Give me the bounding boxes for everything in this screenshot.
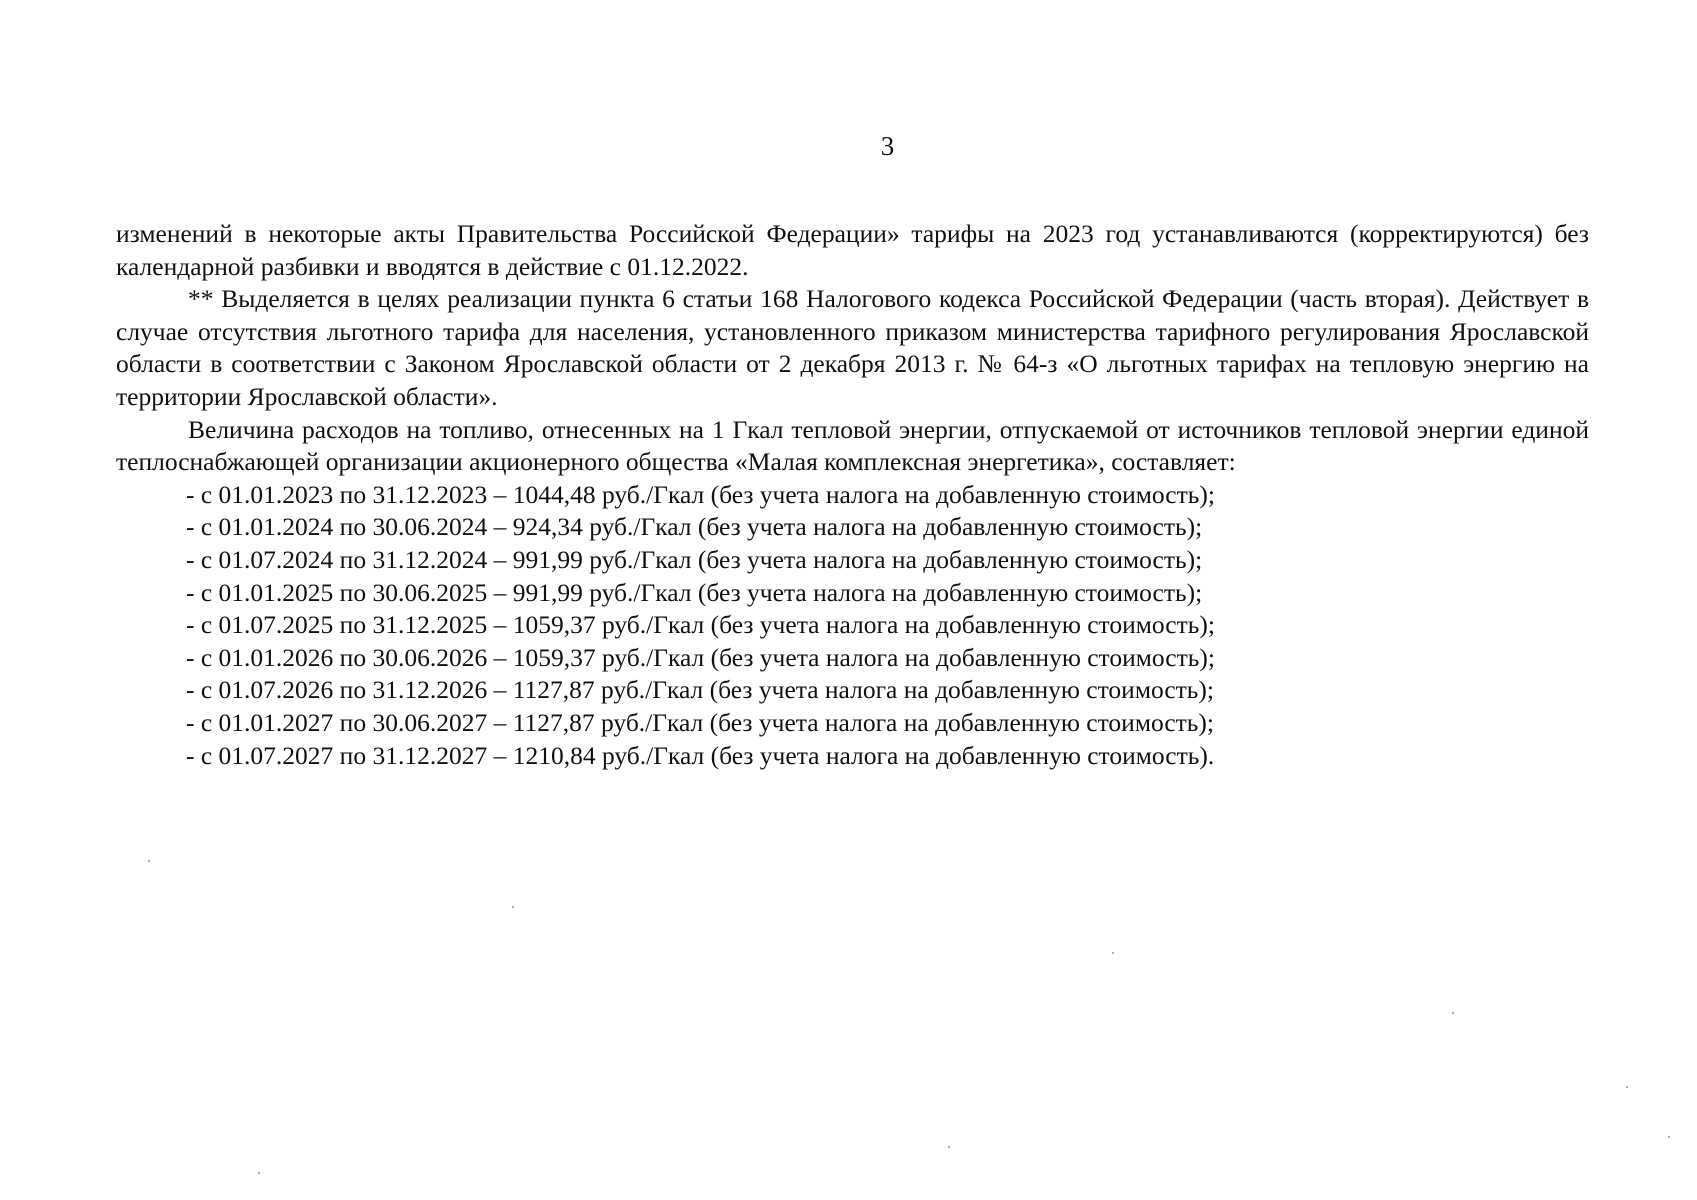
scan-speck [1626, 1086, 1628, 1088]
scan-speck [1112, 952, 1114, 954]
rate-item: - с 01.01.2027 по 30.06.2027 – 1127,87 руб./Гкал (без учета налога на добавленную стоимость); [186, 707, 1215, 737]
scan-speck [1452, 1012, 1454, 1014]
rate-item: - с 01.07.2026 по 31.12.2026 – 1127,87 руб./Гкал (без учета налога на добавленную стоимость); [186, 675, 1215, 705]
rate-item: - с 01.07.2025 по 31.12.2025 – 1059,37 руб./Гкал (без учета налога на добавленную стоимость); [186, 610, 1215, 640]
document-body [116, 218, 1589, 772]
scan-speck [948, 1146, 950, 1148]
rates-list [116, 479, 1589, 772]
scan-speck [148, 860, 150, 862]
rate-item: - с 01.07.2027 по 31.12.2027 – 1210,84 руб./Гкал (без учета налога на добавленную стоимость). [186, 740, 1215, 770]
paragraph-footnote: ** Выделяется в целях реализации пункта 6 статьи 168 Налогового кодекса Российской Федерации (часть вторая). Действует в случае отсутствия льготного тарифа для населения, установленного приказом министерства тарифного регулирования Ярославской области в соответствии с Законом Ярославской области от 2 декабря 2013 г. № 64-з «О льготных тарифах на тепловую энергию на территории Ярославской области». [116, 284, 1589, 411]
rate-item: - с 01.01.2023 по 31.12.2023 – 1044,48 руб./Гкал (без учета налога на добавленную стоимость); [186, 479, 1215, 509]
page-number: 3 [880, 131, 895, 161]
rate-item: - с 01.01.2026 по 30.06.2026 – 1059,37 руб./Гкал (без учета налога на добавленную стоимость); [186, 642, 1215, 672]
rate-item: - с 01.07.2024 по 31.12.2024 – 991,99 руб./Гкал (без учета налога на добавленную стоимость); [186, 544, 1203, 574]
rate-item: - с 01.01.2025 по 30.06.2025 – 991,99 руб./Гкал (без учета налога на добавленную стоимость); [186, 577, 1203, 607]
scan-speck [512, 906, 514, 908]
paragraph-continuation: изменений в некоторые акты Правительства Российской Федерации» тарифы на 2023 год устанавливаются (корректируются) без календарной разбивки и вводятся в действие с 01.12.2022. [116, 219, 1589, 281]
paragraph-fuel-costs: Величина расходов на топливо, отнесенных на 1 Гкал тепловой энергии, отпускаемой от источников тепловой энергии единой теплоснабжающей организации акционерного общества «Малая комплексная энергетика», составляет: [116, 414, 1589, 477]
scan-speck [1668, 1136, 1670, 1138]
scan-speck [258, 1172, 260, 1174]
rate-item: - с 01.01.2024 по 30.06.2024 – 924,34 руб./Гкал (без учета налога на добавленную стоимость); [186, 512, 1203, 542]
